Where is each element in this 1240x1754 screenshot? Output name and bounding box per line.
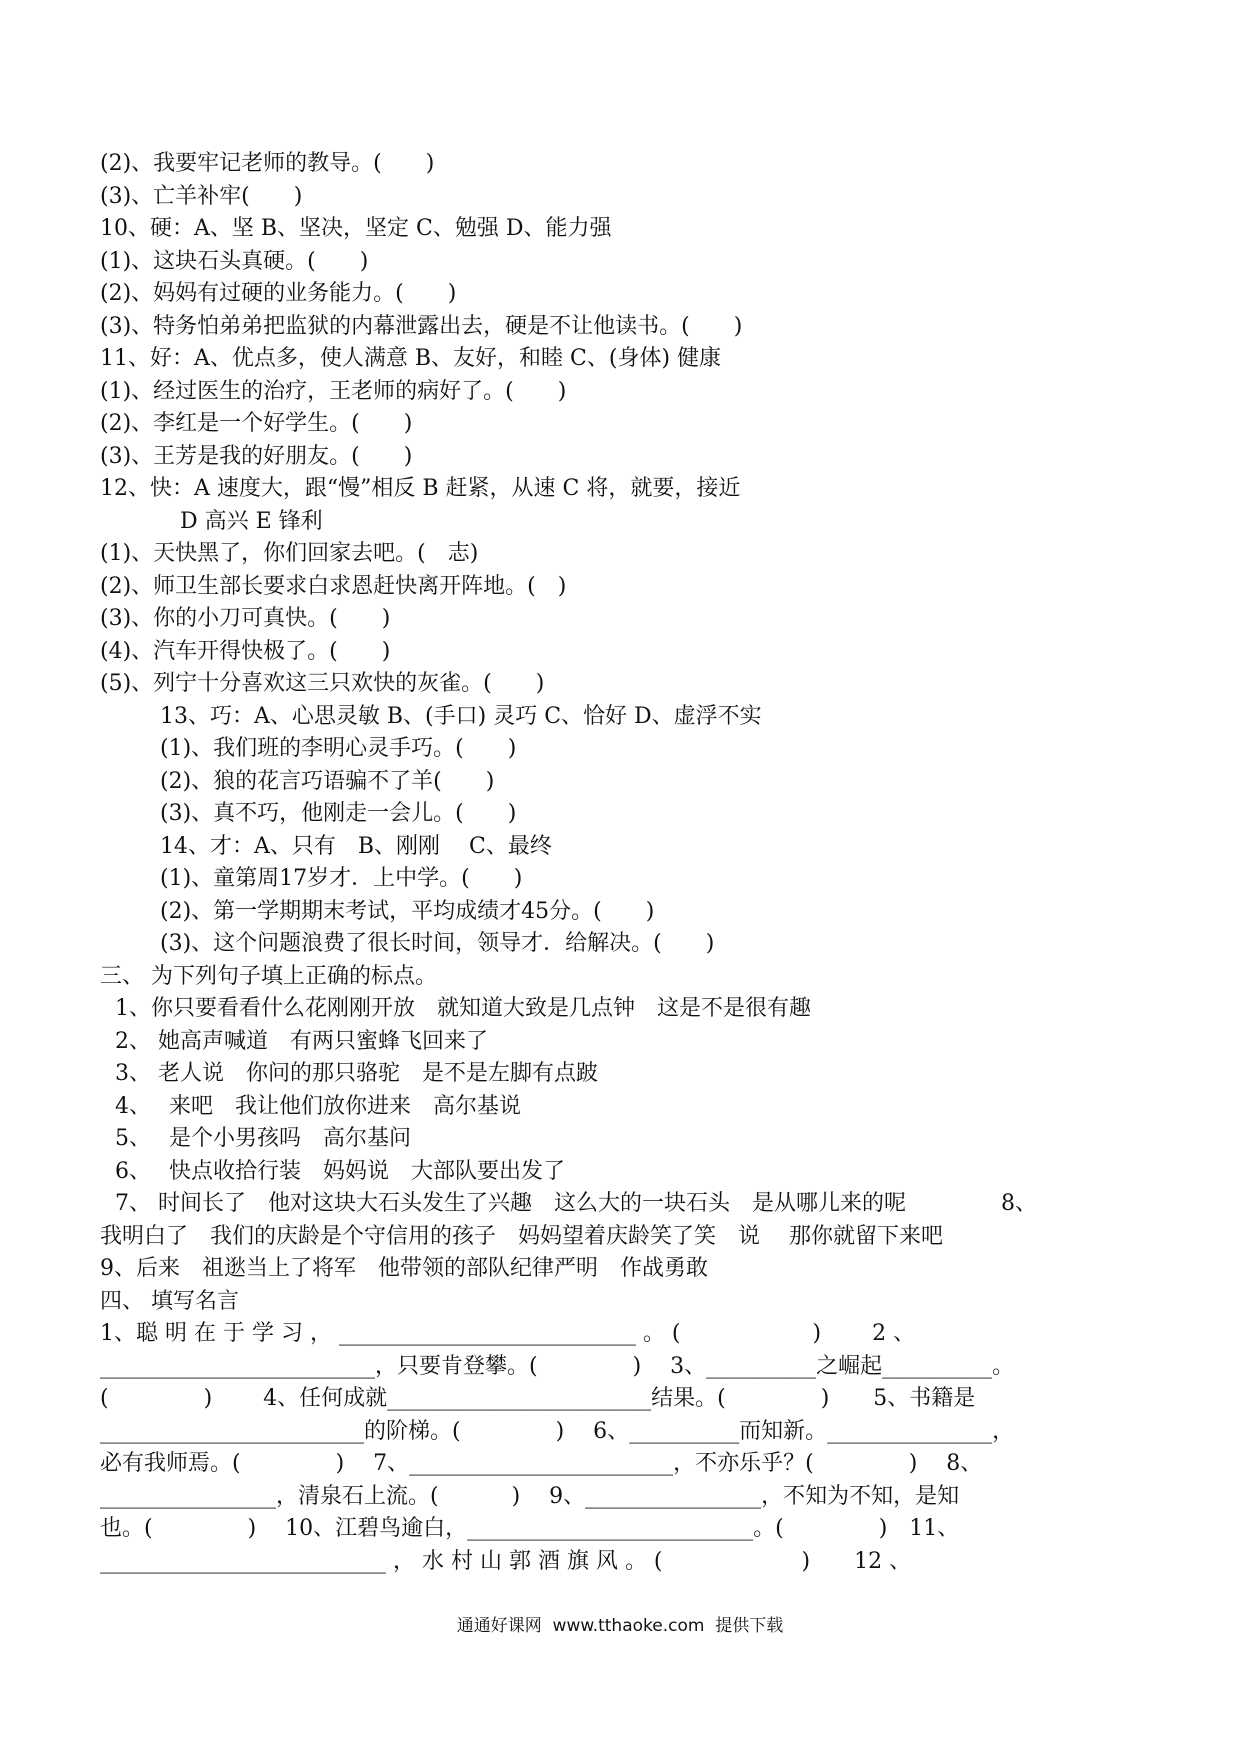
text-line: (1)、童第周17岁才．上中学。( ) (160, 866, 523, 891)
text-line: 10、硬：A、坚 B、坚决，坚定 C、勉强 D、能力强 (100, 216, 612, 241)
text-line: 14、才：A、只有 B、刚刚 C、最终 (160, 833, 552, 859)
text-line: 必有我师焉。( ) 7、________________________，不亦乐乎？( ) 8、 (100, 1451, 983, 1476)
text-line: (3)、特务怕弟弟把监狱的内幕泄露出去，硬是不让他读书。( ) (100, 313, 743, 339)
text-line: (2)、我要牢记老师的教导。( ) (100, 151, 435, 176)
text-line: (4)、汽车开得快极了。( ) (100, 638, 391, 664)
page-footer: 通通好课网 www.tthaoke.com 提供下载 (456, 1616, 784, 1636)
text-line: 也。( ) 10、江碧鸟逾白，__________________________。( ) 11、 (100, 1516, 960, 1541)
text-line: D 高兴 E 锋利 (180, 508, 323, 534)
text-line: (2)、狼的花言巧语骗不了羊( ) (160, 768, 495, 794)
section-heading: 三、 为下列句子填上正确的标点。 (100, 963, 437, 989)
text-line: (1)、天快黑了，你们回家去吧。( 志) (100, 541, 479, 566)
text-line: 3、 老人说 你问的那只骆驼 是不是左脚有点跛 (115, 1061, 598, 1086)
text-line: 5、 是个小男孩吗 高尔基问 (115, 1126, 411, 1151)
text-line: 13、巧：A、心思灵敏 B、(手口) 灵巧 C、恰好 D、虚浮不实 (160, 703, 762, 729)
text-line: 9、后来 祖逖当上了将军 他带领的部队纪律严明 作战勇敢 (100, 1256, 708, 1281)
text-line: (2)、第一学期期末考试，平均成绩才45分。( ) (160, 898, 655, 924)
text-line: 我明白了 我们的庆龄是个守信用的孩子 妈妈望着庆龄笑了笑 说 那你就留下来吧 (100, 1223, 943, 1249)
text-line: 12、快：A 速度大，跟“慢”相反 B 赶紧，从速 C 将，就要，接近 (100, 476, 741, 501)
text-line: (2)、李红是一个好学生。( ) (100, 411, 413, 436)
text-line: _________________________，只要肯登攀。( ) 3、__________之崛起__________。 (100, 1353, 1015, 1379)
text-line: 1、你只要看看什么花刚刚开放 就知道大致是几点钟 这是不是很有趣 (115, 996, 811, 1021)
text-line: (3)、这个问题浪费了很长时间，领导才．给解决。( ) (160, 931, 715, 956)
text-line: (3)、亡羊补牢( ) (100, 183, 303, 209)
text-line: (1)、经过医生的治疗，王老师的病好了。( ) (100, 378, 567, 404)
text-line: 7、 时间长了 他对这块大石头发生了兴趣 这么大的一块石头 是从哪儿来的呢 8、 (115, 1191, 1037, 1216)
text-line: (2)、妈妈有过硬的业务能力。( ) (100, 281, 457, 306)
text-line: (3)、王芳是我的好朋友。( ) (100, 443, 413, 469)
text-line: (3)、真不巧，他刚走一会儿。( ) (160, 801, 517, 826)
text-line: ________________，清泉石上流。( ) 9、________________，不知为不知，是知 (100, 1483, 960, 1509)
text-line: (1)、这块石头真硬。( ) (100, 248, 369, 274)
text-line: 11、好：A、优点多，使人满意 B、友好，和睦 C、(身体) 健康 (100, 346, 722, 371)
text-line: 4、 来吧 我让他们放你进来 高尔基说 (115, 1093, 521, 1119)
text-line: ________________________的阶梯。( ) 6、__________而知新。_______________， (100, 1418, 1015, 1444)
text-line: ( ) 4、任何成就________________________结果。( ) 5、书籍是 (100, 1386, 976, 1411)
text-line: (3)、你的小刀可真快。( ) (100, 606, 391, 631)
text-line: 1、聪 明 在 于 学 习 ， ___________________________ 。 ( ) 2 、 (100, 1321, 916, 1346)
text-line: (1)、我们班的李明心灵手巧。( ) (160, 736, 517, 761)
text-line: 2、 她高声喊道 有两只蜜蜂飞回来了 (115, 1028, 488, 1054)
text-line: 6、 快点收拾行装 妈妈说 大部队要出发了 (115, 1158, 565, 1184)
document-body (100, 148, 1150, 1578)
text-line: (2)、师卫生部长要求白求恩赶快离开阵地。( ) (100, 573, 567, 599)
text-line: __________________________ ， 水 村 山 郭 酒 旗 风 。 ( ) 12 、 (100, 1548, 912, 1574)
section-heading: 四、 填写名言 (100, 1288, 239, 1314)
text-line: (5)、列宁十分喜欢这三只欢快的灰雀。( ) (100, 671, 545, 696)
